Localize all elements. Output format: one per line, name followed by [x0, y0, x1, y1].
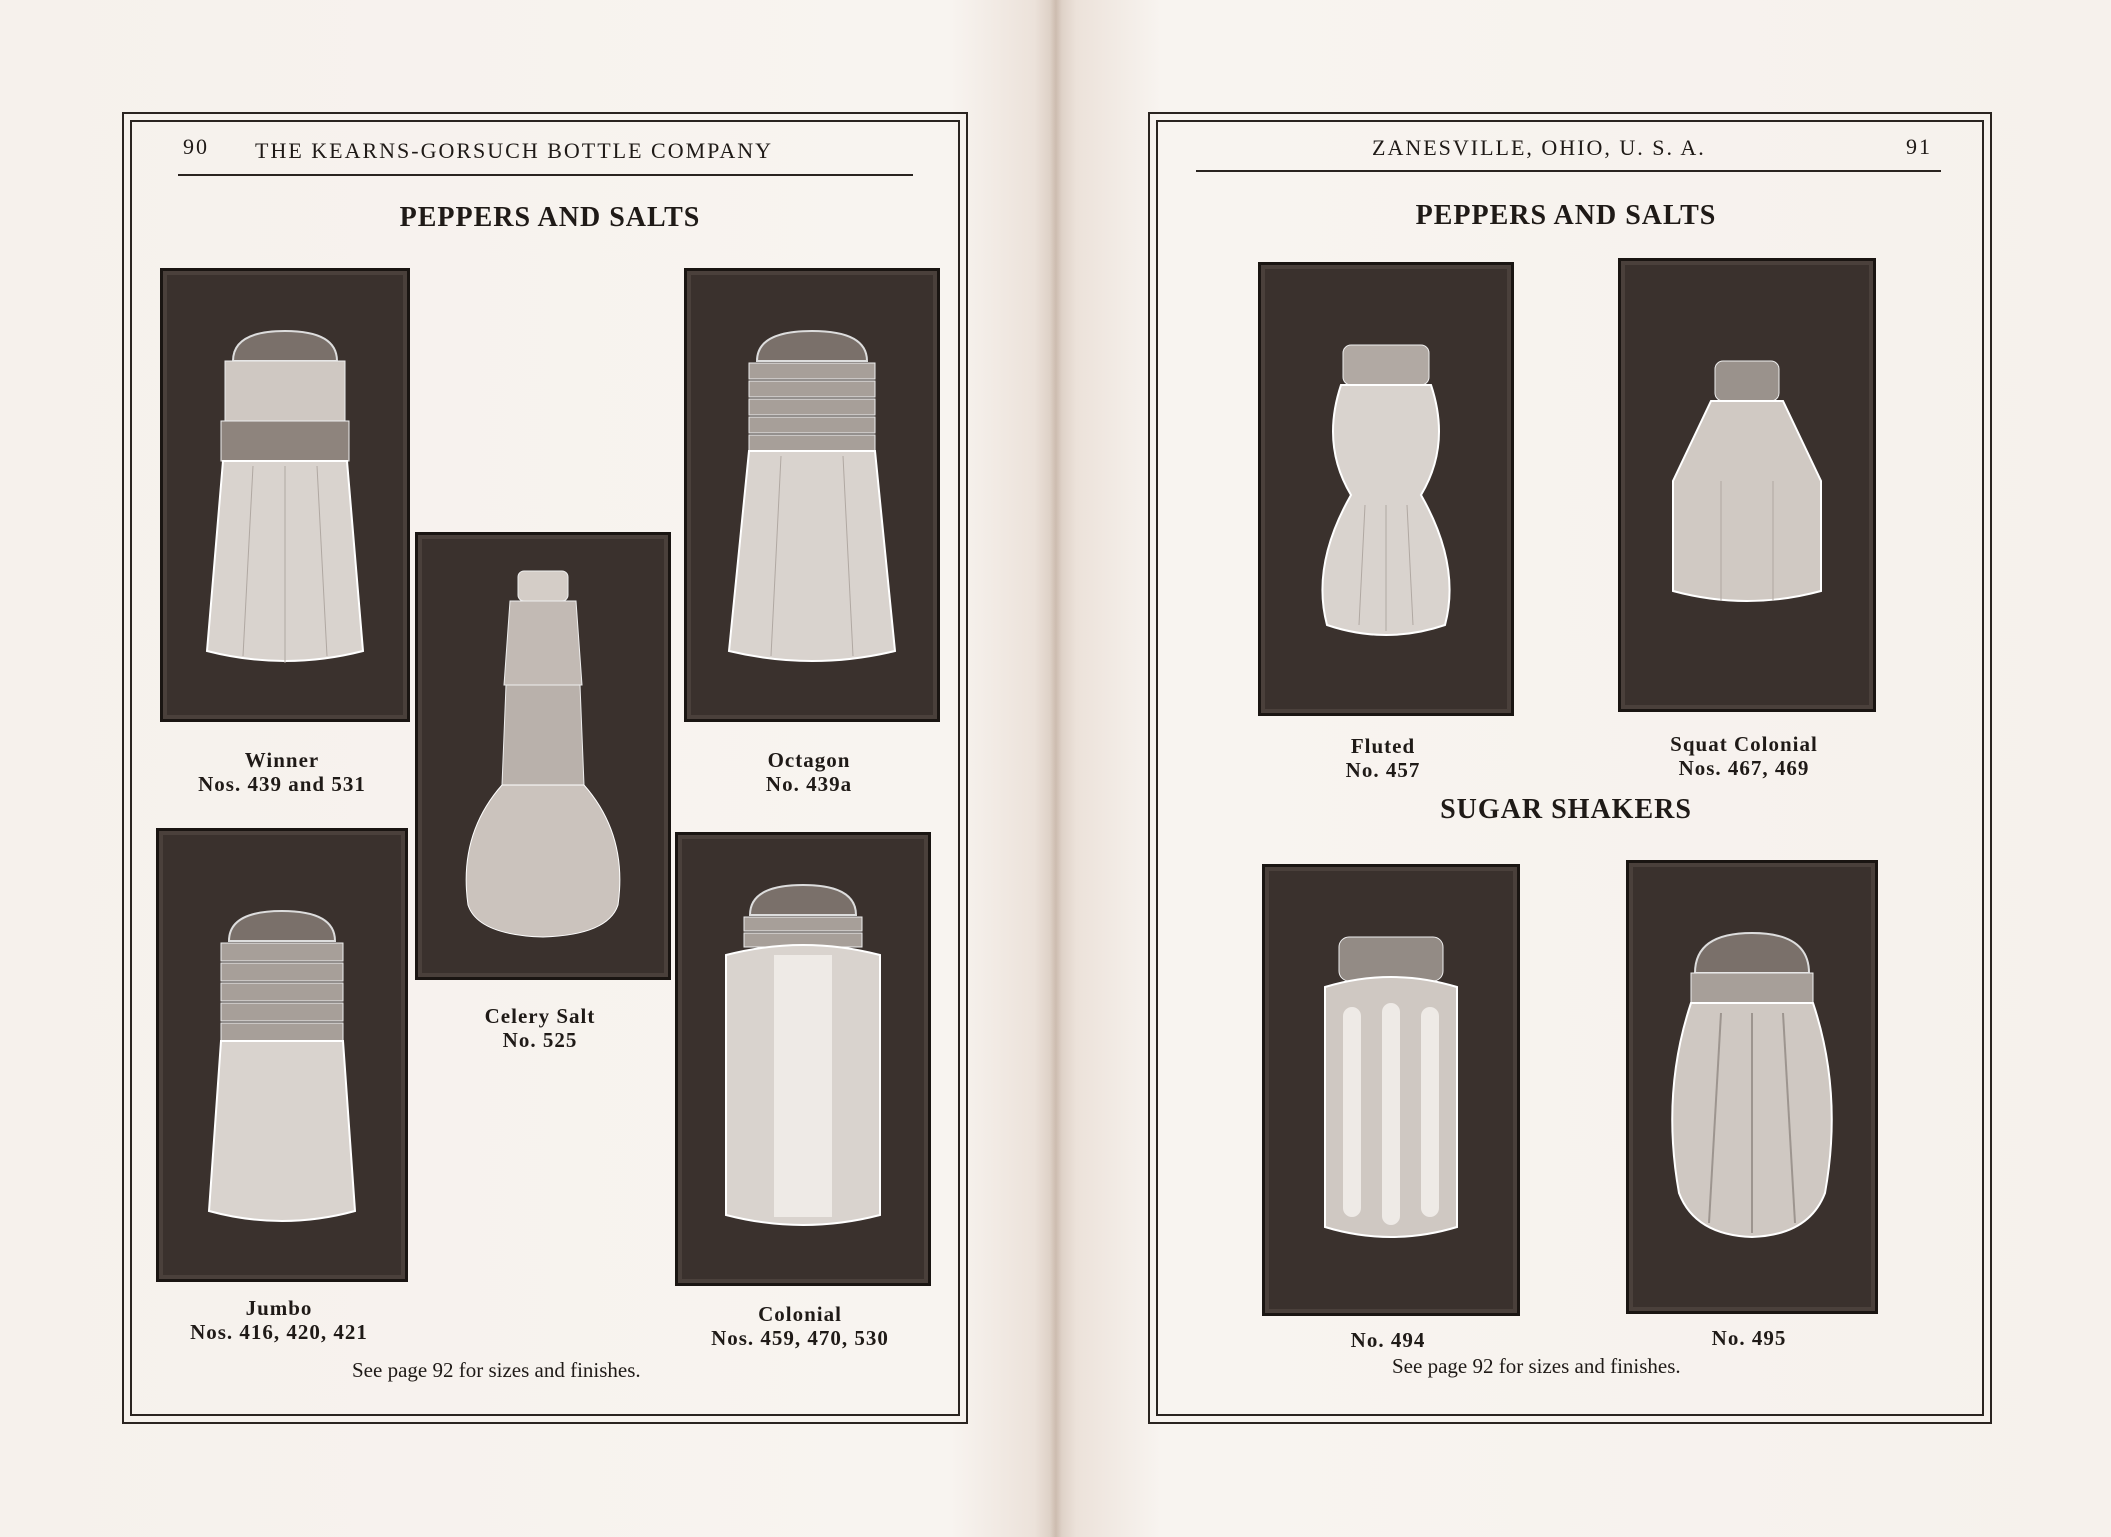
celery-salt-numbers: No. 525 [502, 1028, 578, 1052]
celery-salt-image [415, 532, 671, 980]
right-page-number: 91 [1906, 134, 1932, 159]
left-header-rule [178, 174, 913, 176]
winner-shaker-image [160, 268, 410, 722]
jumbo-caption [156, 1296, 402, 1344]
no-494-numbers: No. 494 [1350, 1328, 1426, 1352]
colonial-caption [675, 1302, 925, 1350]
octagon-name: Octagon [767, 748, 851, 772]
right-header-rule [1196, 170, 1941, 172]
colonial-shaker-image [675, 832, 931, 1286]
squat-colonial-caption [1618, 732, 1870, 780]
no-494-caption [1262, 1328, 1514, 1352]
no-494-shaker-drawing [1265, 867, 1517, 1313]
celery-salt-name: Celery Salt [484, 1004, 596, 1028]
fluted-caption [1258, 734, 1508, 782]
left-footnote: See page 92 for sizes and finishes. [352, 1358, 641, 1382]
squat-colonial-name: Squat Colonial [1670, 732, 1818, 756]
celery-salt-caption [415, 1004, 665, 1052]
octagon-numbers: No. 439a [765, 772, 853, 796]
squat-colonial-shaker-drawing [1621, 261, 1873, 709]
no-494-shaker-image [1262, 864, 1520, 1316]
left-page-number: 90 [183, 134, 209, 159]
left-section-title: PEPPERS AND SALTS [399, 202, 701, 233]
sugar-shakers-title: SUGAR SHAKERS [1440, 794, 1692, 825]
no-495-shaker-image [1626, 860, 1878, 1314]
fluted-shaker-image [1258, 262, 1514, 716]
jumbo-name: Jumbo [245, 1296, 313, 1320]
no-495-numbers: No. 495 [1711, 1326, 1787, 1350]
winner-numbers: Nos. 439 and 531 [198, 772, 366, 796]
jumbo-shaker-drawing [159, 831, 405, 1279]
winner-shaker-drawing [163, 271, 407, 719]
colonial-numbers: Nos. 459, 470, 530 [711, 1326, 889, 1350]
left-running-head: THE KEARNS-GORSUCH BOTTLE COMPANY [255, 138, 774, 163]
book-gutter [1050, 0, 1062, 1537]
octagon-shaker-image [684, 268, 940, 722]
fluted-name: Fluted [1350, 734, 1416, 758]
right-footnote: See page 92 for sizes and finishes. [1392, 1354, 1681, 1378]
octagon-shaker-drawing [687, 271, 937, 719]
colonial-name: Colonial [758, 1302, 842, 1326]
winner-caption [160, 748, 404, 796]
celery-salt-drawing [418, 535, 668, 977]
jumbo-numbers: Nos. 416, 420, 421 [190, 1320, 368, 1344]
right-section-title: PEPPERS AND SALTS [1415, 200, 1717, 231]
fluted-shaker-drawing [1261, 265, 1511, 713]
no-495-caption [1626, 1326, 1872, 1350]
squat-colonial-numbers: Nos. 467, 469 [1678, 756, 1810, 780]
winner-name: Winner [244, 748, 320, 772]
right-running-head: ZANESVILLE, OHIO, U. S. A. [1372, 135, 1706, 160]
no-495-shaker-drawing [1629, 863, 1875, 1311]
jumbo-shaker-image [156, 828, 408, 1282]
octagon-caption [684, 748, 934, 796]
fluted-numbers: No. 457 [1345, 758, 1421, 782]
squat-colonial-shaker-image [1618, 258, 1876, 712]
colonial-shaker-drawing [678, 835, 928, 1283]
